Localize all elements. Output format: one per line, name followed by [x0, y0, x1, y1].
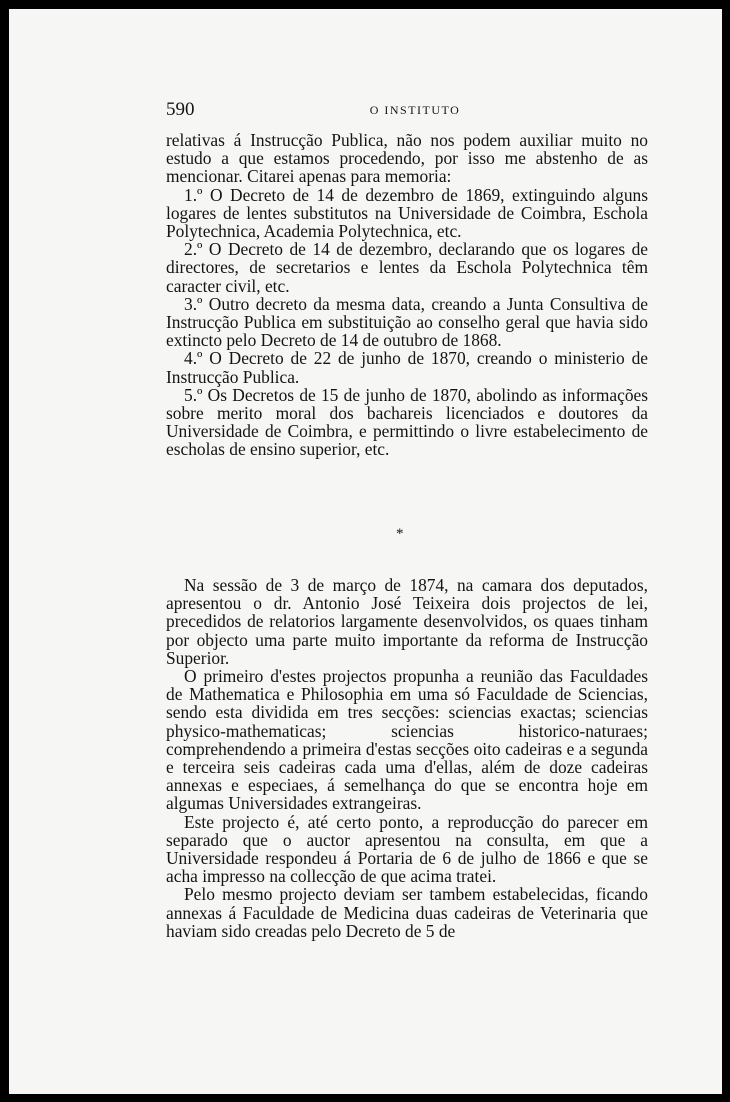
section-separator: *	[396, 526, 404, 542]
page-number: 590	[166, 99, 195, 120]
paragraph-continuation: relativas á Instrucção Publica, não nos podem auxiliar muito no estudo a que estamos procedendo, por isso me abstenho de as mencionar. Citarei apenas para memoria:	[166, 130, 648, 187]
paragraph-session: Na sessão de 3 de março de 1874, na camara dos deputados, apresentou o dr. Antonio José Teixeira dois projectos de lei, precedidos de relatorios largamente desenvolvidos, os quaes tinham por objecto uma parte muito importante da reforma de Instrucção Superior.	[166, 575, 648, 668]
running-title: O INSTITUTO	[369, 103, 461, 117]
text-block-1874-session	[166, 576, 648, 940]
book-page	[9, 9, 722, 1094]
paragraph-first-project: O primeiro d'estes projectos propunha a reunião das Faculdades de Mathematica e Philosophia em uma só Faculdade de Sciencias, sendo esta dividida em tres secções: sciencias exactas; sciencias physico-mathematicas; sciencias historico-naturaes; comprehendendo a primeira d'estas secções oito cadeiras e a segunda e terceira seis cadeiras cada uma d'ellas, além de doze cadeiras annexas e especiaes, á semelhança do que se encontra hoje em algumas Universidades extrangeiras.	[166, 666, 648, 814]
decree-item-2: 2.º O Decreto de 14 de dezembro, declarando que os logares de directores, de secretarios e lentes da Eschola Polytechnica têm caracter civil, etc.	[166, 239, 648, 296]
paragraph-reproduction: Este projecto é, até certo ponto, a reproducção do parecer em separado que o auctor apresentou na consulta, em que a Universidade respondeu á Portaria de 6 de julho de 1866 e que se acha impresso na collecção de que acima tratei.	[166, 811, 648, 887]
text-block-decrees	[166, 131, 648, 459]
page-header	[166, 99, 648, 123]
decree-item-5: 5.º Os Decretos de 15 de junho de 1870, abolindo as informações sobre merito moral dos bachareis licenciados e doutores da Universidade de Coimbra, e permittindo o livre estabelecimento de escholas de ensino superior, etc.	[166, 384, 648, 460]
decree-item-4: 4.º O Decreto de 22 de junho de 1870, creando o ministerio de Instrucção Publica.	[166, 348, 648, 387]
paragraph-veterinary: Pelo mesmo projecto deviam ser tambem estabelecidas, ficando annexas á Faculdade de Medicina duas cadeiras de Veterinaria que haviam sido creadas pelo Decreto de 5 de	[166, 884, 648, 941]
decree-item-1: 1.º O Decreto de 14 de dezembro de 1869, extinguindo alguns logares de lentes substitutos na Universidade de Coimbra, Eschola Polytechnica, Academia Polytechnica, etc.	[166, 184, 648, 242]
decree-item-3: 3.º Outro decreto da mesma data, creando a Junta Consultiva de Instrucção Publica em substituição ao conselho geral que havia sido extincto pelo Decreto de 14 de outubro de 1868.	[166, 293, 648, 351]
